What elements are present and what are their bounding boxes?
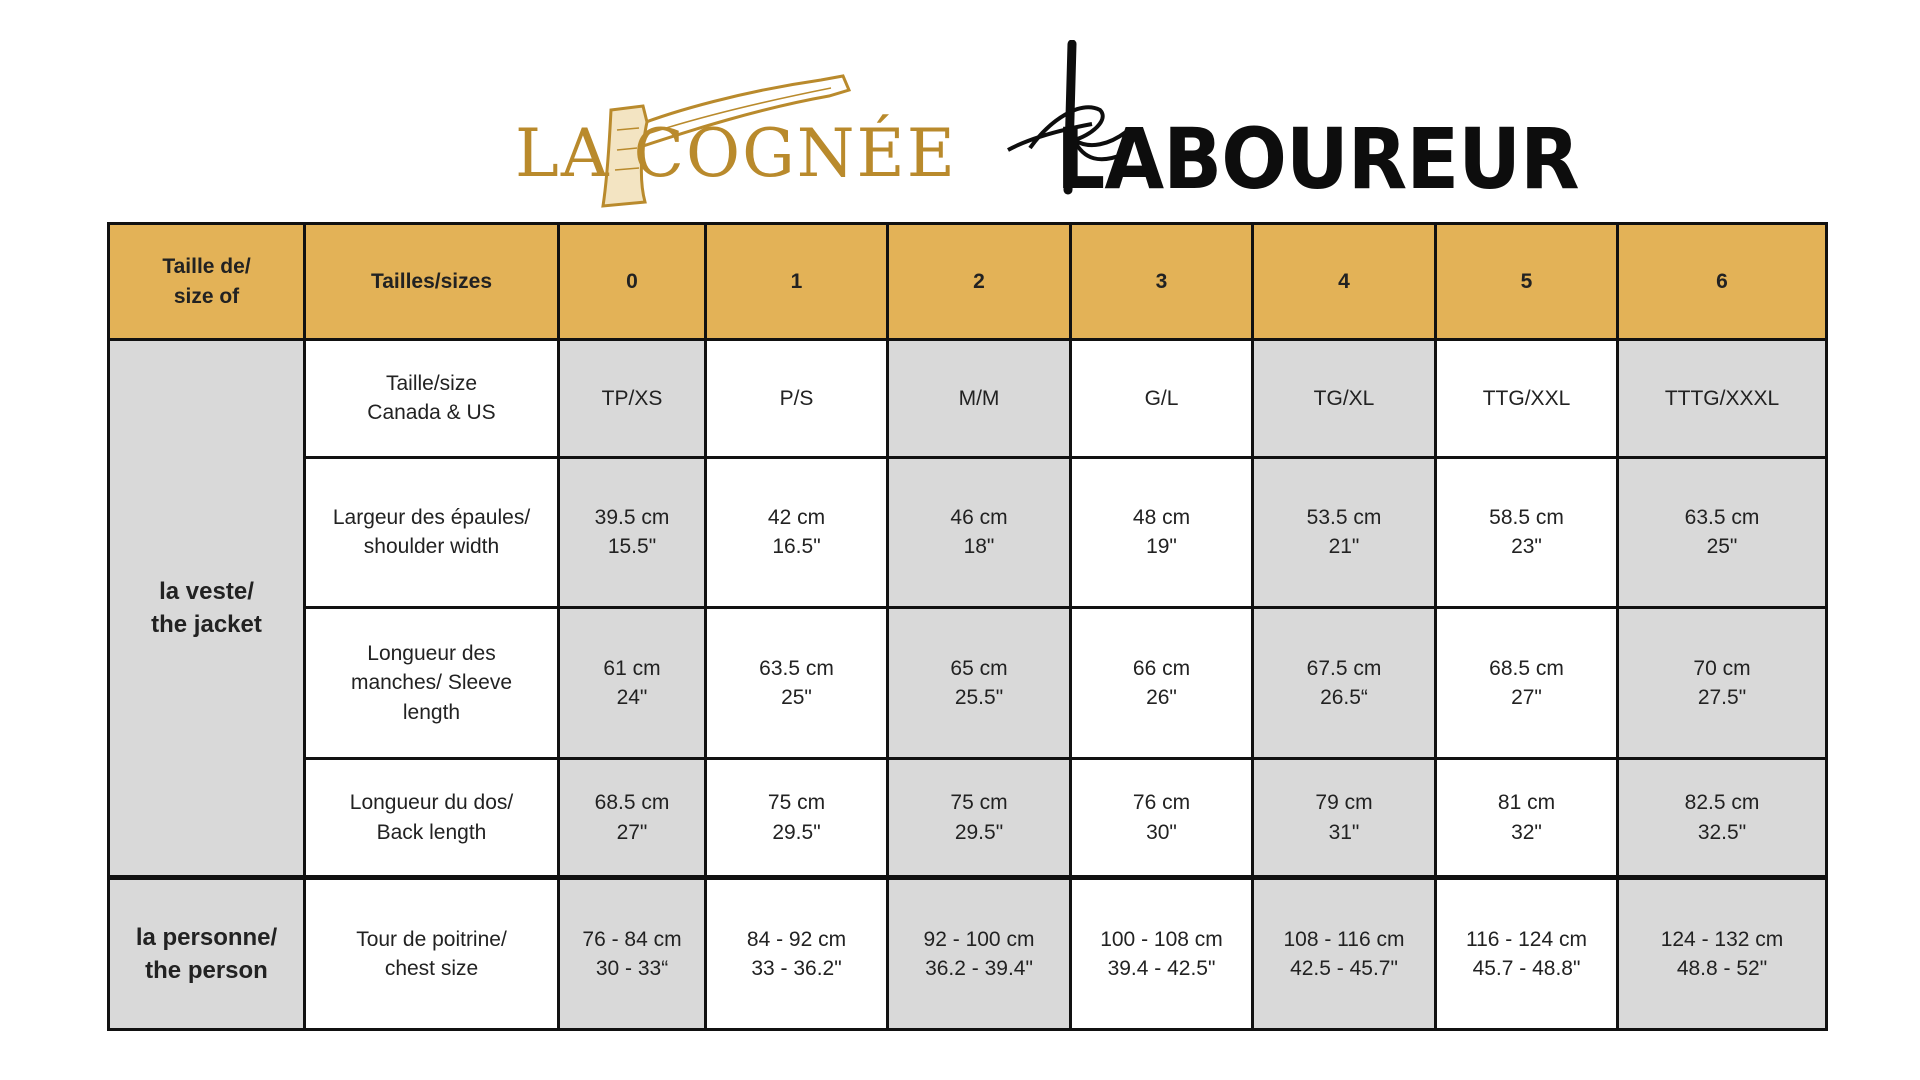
measurement-label-cell xyxy=(305,878,559,1030)
value-line: 79 cm xyxy=(1315,791,1373,815)
header-size-of xyxy=(109,224,305,340)
table-row xyxy=(109,878,1827,1030)
value-cell xyxy=(559,758,706,877)
value-cell xyxy=(1436,457,1618,608)
header-sizes: Tailles/sizes xyxy=(305,224,559,340)
value-line: 76 cm xyxy=(1132,791,1191,815)
value-cell xyxy=(1071,340,1253,457)
value-line: 18" xyxy=(963,535,995,559)
value-line: 39.5 cm xyxy=(594,506,670,530)
table-row xyxy=(109,340,1827,457)
table-row xyxy=(109,457,1827,608)
la-cognee-wordmark: LA COGNÉE xyxy=(515,115,957,192)
value-line: 16.5" xyxy=(772,535,821,559)
size-chart-table xyxy=(107,222,1828,1031)
value-line: 25" xyxy=(1706,535,1738,559)
value-line: 82.5 cm xyxy=(1684,791,1760,815)
measurement-label-line: shoulder width xyxy=(363,535,500,559)
value-line: 75 cm xyxy=(767,791,826,815)
group-label-line: la personne/ xyxy=(135,923,278,951)
header-size-of-line-1: Taille de/ xyxy=(162,255,251,279)
value-line: 75 cm xyxy=(950,791,1008,815)
measurement-label-line: length xyxy=(402,700,461,724)
measurement-label-cell xyxy=(305,608,559,759)
measurement-label-line: Taille/size xyxy=(385,372,478,396)
value-line: 63.5 cm xyxy=(1684,506,1760,530)
value-cell xyxy=(1253,457,1436,608)
value-line: 32.5" xyxy=(1697,820,1747,844)
value-line: 58.5 cm xyxy=(1489,506,1564,530)
header-size-1: 1 xyxy=(706,224,888,340)
header-size-4: 4 xyxy=(1253,224,1436,340)
value-line: 68.5 cm xyxy=(594,791,670,815)
value-line: 24" xyxy=(616,686,648,710)
value-line: 29.5" xyxy=(954,820,1004,844)
value-cell xyxy=(1618,878,1827,1030)
value-line: 70 cm xyxy=(1693,656,1751,680)
laboureur-wordmark: LABOUREUR xyxy=(1056,110,1579,208)
value-line: 108 - 116 cm xyxy=(1283,927,1405,951)
value-line: 33 - 36.2" xyxy=(751,957,842,981)
value-cell xyxy=(706,878,888,1030)
table-row xyxy=(109,758,1827,877)
value-cell xyxy=(1071,758,1253,877)
value-cell xyxy=(1436,340,1618,457)
group-label-line: the person xyxy=(145,957,268,985)
value-line: M/M xyxy=(958,386,1000,410)
value-line: 30 - 33“ xyxy=(595,957,669,981)
header-size-3: 3 xyxy=(1071,224,1253,340)
measurement-label-cell xyxy=(305,758,559,877)
value-line: 45.7 - 48.8" xyxy=(1472,957,1581,981)
value-cell xyxy=(559,878,706,1030)
value-line: 81 cm xyxy=(1497,791,1556,815)
value-cell xyxy=(888,878,1071,1030)
value-line: 32" xyxy=(1511,820,1542,844)
value-line: 61 cm xyxy=(603,656,661,680)
value-line: 76 - 84 cm xyxy=(582,927,682,951)
value-line: 30" xyxy=(1146,820,1177,844)
value-cell xyxy=(706,340,888,457)
header-size-5: 5 xyxy=(1436,224,1618,340)
value-line: 100 - 108 cm xyxy=(1100,927,1223,951)
value-line: 42.5 - 45.7" xyxy=(1290,957,1398,981)
measurement-label-line: Longueur du dos/ xyxy=(349,791,514,815)
value-cell xyxy=(1253,878,1436,1030)
value-line: 84 - 92 cm xyxy=(746,927,847,951)
value-cell xyxy=(1071,608,1253,759)
value-line: 124 - 132 cm xyxy=(1660,927,1784,951)
value-cell xyxy=(1436,608,1618,759)
value-line: P/S xyxy=(779,386,814,410)
value-cell xyxy=(1253,608,1436,759)
value-cell xyxy=(888,457,1071,608)
measurement-label-cell xyxy=(305,340,559,457)
value-line: 23" xyxy=(1511,535,1542,559)
la-cognee-logo xyxy=(515,70,957,210)
value-line: 26.5“ xyxy=(1320,686,1368,710)
header-size-0: 0 xyxy=(559,224,706,340)
value-cell xyxy=(888,758,1071,877)
value-cell xyxy=(706,608,888,759)
table-row xyxy=(109,608,1827,759)
value-line: TTG/XXL xyxy=(1482,386,1571,410)
value-line: 92 - 100 cm xyxy=(923,927,1035,951)
value-line: 21" xyxy=(1328,535,1360,559)
header-size-2: 2 xyxy=(888,224,1071,340)
value-line: 27" xyxy=(616,820,648,844)
value-cell xyxy=(1071,878,1253,1030)
value-line: 65 cm xyxy=(950,656,1008,680)
group-label-line: the jacket xyxy=(151,611,262,639)
value-line: 53.5 cm xyxy=(1306,506,1382,530)
group-label-cell xyxy=(109,878,305,1030)
header-size-of-line-2: size of xyxy=(173,284,240,308)
measurement-label-line: Largeur des épaules/ xyxy=(332,506,531,530)
header-size-6: 6 xyxy=(1618,224,1827,340)
value-line: G/L xyxy=(1144,386,1179,410)
value-cell xyxy=(888,340,1071,457)
value-cell xyxy=(1436,758,1618,877)
value-line: 26" xyxy=(1146,686,1177,710)
logos-header xyxy=(0,0,1920,210)
le-laboureur-logo xyxy=(1000,40,1579,208)
measurement-label-line: chest size xyxy=(384,957,479,981)
value-cell xyxy=(559,608,706,759)
value-line: 25.5" xyxy=(954,686,1004,710)
value-cell xyxy=(1618,608,1827,759)
value-cell xyxy=(706,457,888,608)
value-cell xyxy=(1618,457,1827,608)
value-line: 68.5 cm xyxy=(1489,656,1564,680)
value-cell xyxy=(1618,758,1827,877)
measurement-label-line: manches/ Sleeve xyxy=(350,671,513,695)
value-cell xyxy=(888,608,1071,759)
value-line: 27" xyxy=(1511,686,1542,710)
value-line: 19" xyxy=(1146,535,1177,559)
value-cell xyxy=(1071,457,1253,608)
value-cell xyxy=(1618,340,1827,457)
value-line: 42 cm xyxy=(767,506,826,530)
measurement-label-line: Tour de poitrine/ xyxy=(356,927,507,951)
measurement-label-line: Canada & US xyxy=(367,401,496,425)
value-line: 46 cm xyxy=(950,506,1008,530)
value-cell xyxy=(1253,758,1436,877)
value-cell xyxy=(559,457,706,608)
group-label-cell xyxy=(109,340,305,878)
value-line: TP/XS xyxy=(601,386,663,410)
value-cell xyxy=(559,340,706,457)
group-label-line: la veste/ xyxy=(159,577,254,605)
value-cell xyxy=(1253,340,1436,457)
value-line: TG/XL xyxy=(1313,386,1375,410)
measurement-label-line: Longueur des xyxy=(367,642,496,666)
value-line: 29.5" xyxy=(772,820,821,844)
value-line: 36.2 - 39.4" xyxy=(925,957,1033,981)
value-line: 27.5" xyxy=(1697,686,1747,710)
value-line: 67.5 cm xyxy=(1306,656,1382,680)
value-line: 39.4 - 42.5" xyxy=(1107,957,1216,981)
measurement-label-cell xyxy=(305,457,559,608)
value-line: TTTG/XXXL xyxy=(1664,386,1780,410)
value-line: 63.5 cm xyxy=(759,656,834,680)
value-line: 48 cm xyxy=(1132,506,1191,530)
value-cell xyxy=(1436,878,1618,1030)
header-row xyxy=(109,224,1827,340)
value-line: 48.8 - 52" xyxy=(1676,957,1768,981)
value-line: 15.5" xyxy=(607,535,657,559)
value-line: 25" xyxy=(781,686,812,710)
value-line: 116 - 124 cm xyxy=(1465,927,1587,951)
value-line: 66 cm xyxy=(1132,656,1191,680)
measurement-label-line: Back length xyxy=(376,820,487,844)
value-line: 31" xyxy=(1328,820,1360,844)
value-cell xyxy=(706,758,888,877)
